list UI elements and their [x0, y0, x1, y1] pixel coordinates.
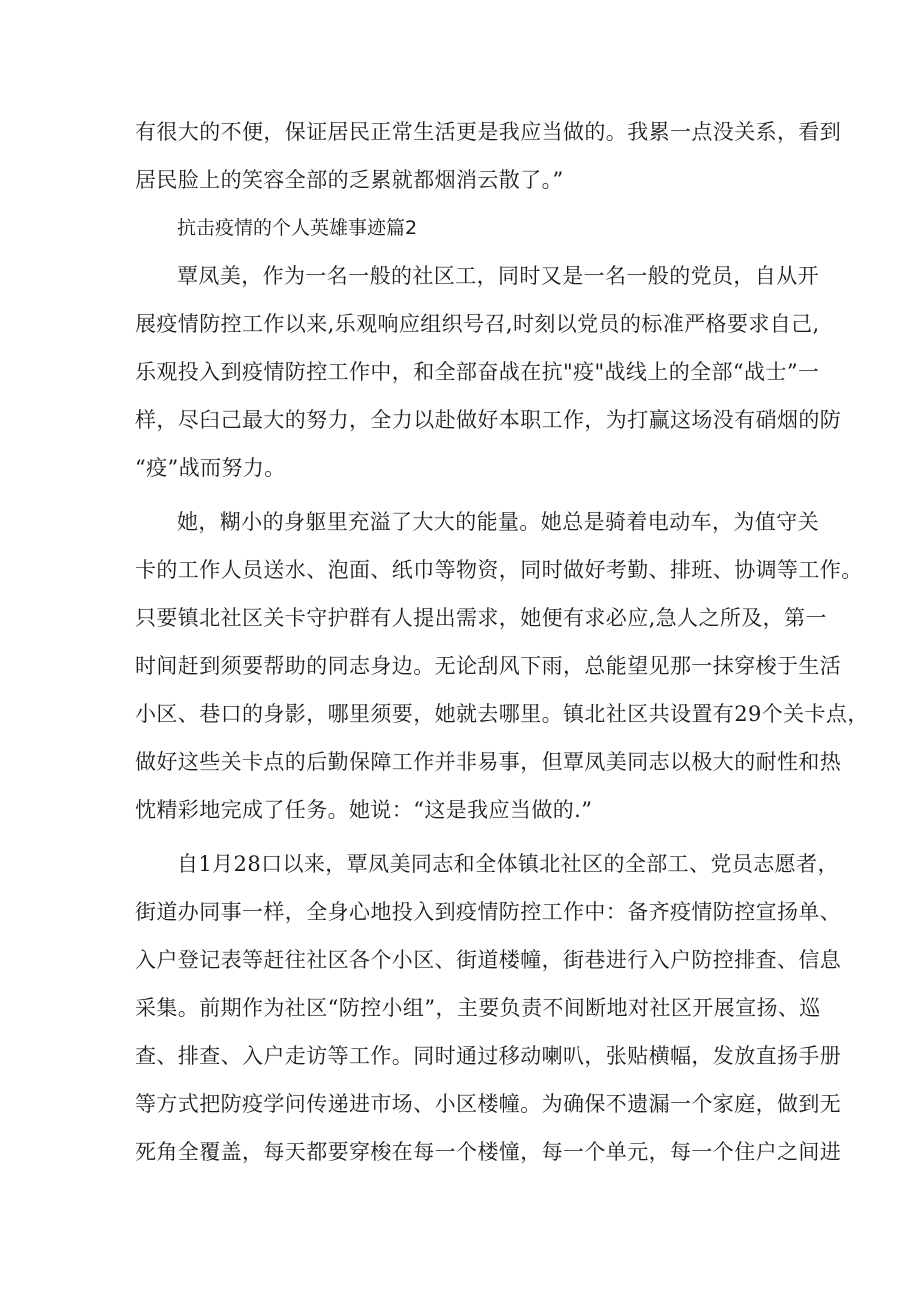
text-line: 采集。前期作为社区“防控小组”，主要负责不间断地对社区开展宣扬、巡	[135, 996, 821, 1020]
text-line: 等方式把防疫学问传递进市场、小区楼幢。为确保不遗漏一个家庭，做到无	[135, 1092, 842, 1116]
text-line: 乐观投入到疫情防控工作中，和全部奋战在抗"疫"战线上的全部“战士”一	[135, 360, 820, 384]
text-line: 卡的工作人员送水、泡面、纸巾等物资，同时做好考勤、排班、协调等工作。	[135, 558, 863, 582]
text-line: 时间赶到须要帮助的同志身边。无论刮风下雨，总能望见那一抹穿梭于生活	[135, 654, 842, 678]
text-line: 死角全覆盖，每天都要穿梭在每一个楼憧，每一个单元，每一个住户之间进	[135, 1140, 842, 1164]
text-line: 有很大的不便，保证居民正常生活更是我应当做的。我累一点没关系，看到	[135, 120, 842, 144]
text-line: 自1月28口以来，覃凤美同志和全体镇北社区的全部工、党员志愿者，	[177, 852, 839, 876]
text-line: 街道办同事一样，全身心地投入到疫情防控工作中：备齐疫情防控宣扬单、	[135, 900, 842, 924]
text-line: 她，糊小的身躯里充溢了大大的能量。她总是骑着电动车，为值守关	[177, 510, 819, 534]
text-line: 居民脸上的笑容全部的乏累就都烟消云散了。”	[135, 168, 564, 192]
text-line: 只要镇北社区关卡守护群有人提出需求，她便有求必应,急人之所及，第一	[135, 606, 827, 630]
text-line: 小区、巷口的身影，哪里须要，她就去哪里。镇北社区共设置有29个关卡点，	[135, 702, 869, 726]
text-line: 忱精彩地完成了任务。她说：“这是我应当做的.”	[135, 798, 593, 822]
text-line: 查、排查、入户走访等工作。同时通过移动喇叭，张贴横幅，发放直扬手册	[135, 1044, 842, 1068]
text-line: “疫”战而努力。	[135, 456, 286, 480]
text-line: 入户登记表等赶往社区各个小区、街道楼幢，街巷进行入户防控排査、信息	[135, 948, 842, 972]
text-line: 做好这些关卡点的后勤保障工作并非易事，但覃凤美同志以极大的耐性和热	[135, 750, 842, 774]
text-line: 覃凤美，作为一名一般的社区工，同时又是一名一般的党员，自从开	[177, 264, 819, 288]
text-line: 展疫情防控工作以来,乐观响应组织号召,时刻以党员的标准严格要求自己,	[135, 312, 820, 336]
text-line: 样，尽臼己最大的努力，全力以赴做好本职工作，为打赢这场没有硝烟的防	[135, 408, 842, 432]
section-heading: 抗击疫情的个人英雄事迹篇2	[177, 217, 418, 239]
